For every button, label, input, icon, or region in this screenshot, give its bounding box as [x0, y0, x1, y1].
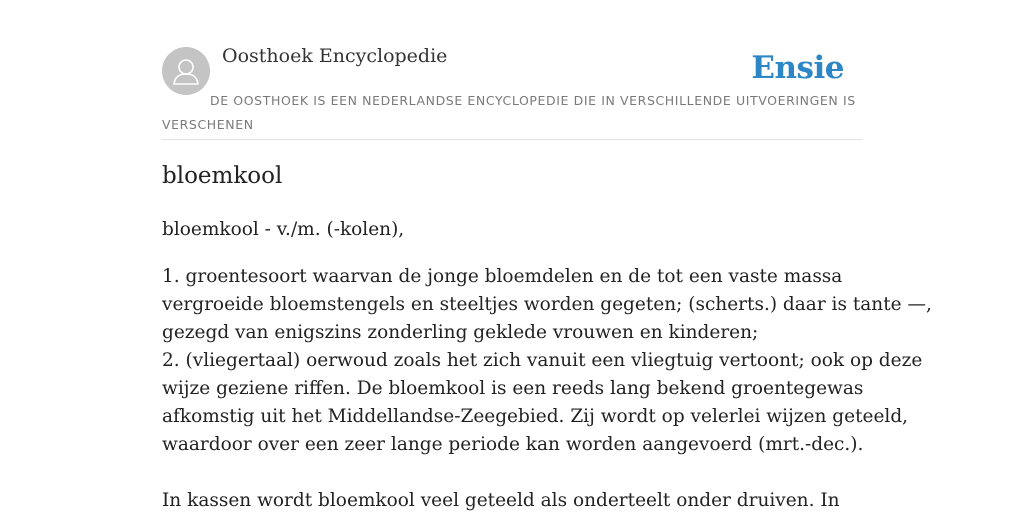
body-line: afkomstig uit het Middellandse-Zeegebied. Zij wordt op velerlei wijzen geteeld,: [162, 406, 909, 427]
body-line: gezegd van enigszins zonderling geklede vrouwen en kinderen;: [162, 322, 759, 343]
article-title: bloemkool: [162, 163, 283, 189]
user-icon-glyph: [162, 47, 210, 95]
user-icon[interactable]: [162, 47, 210, 95]
body-line: wijze geziene riffen. De bloemkool is een reeds lang bekend groentegewas: [162, 378, 864, 399]
body-line: 1. groentesoort waarvan de jonge bloemdelen en de tot een vaste massa: [162, 266, 843, 287]
site-name-link[interactable]: Oosthoek Encyclopedie: [222, 45, 448, 67]
body-line: 2. (vliegertaal) oerwoud zoals het zich vanuit een vliegtuig vertoont; ook op deze: [162, 350, 923, 371]
brand-logo-link[interactable]: Ensie: [751, 50, 844, 86]
article-body: [162, 263, 932, 512]
body-line: waardoor over een zeer lange periode kan worden aangevoerd (mrt.-dec.).: [162, 434, 864, 455]
site-description: DE OOSTHOEK IS EEN NEDERLANDSE ENCYCLOPEDIE DIE IN VERSCHILLENDE UITVOERINGEN IS VERSCHENEN: [162, 93, 856, 132]
page-container: [162, 0, 932, 511]
body-line: In kassen wordt bloemkool veel geteeld als onderteelt onder druiven. In: [162, 490, 840, 511]
body-line: vergroeide bloemstengels en steeltjes worden gegeten; (scherts.) daar is tante —,: [162, 294, 932, 315]
paragraph-spacer: [162, 459, 862, 487]
article-definition: bloemkool - v./m. (-kolen),: [162, 219, 405, 240]
site-header: [162, 0, 862, 140]
